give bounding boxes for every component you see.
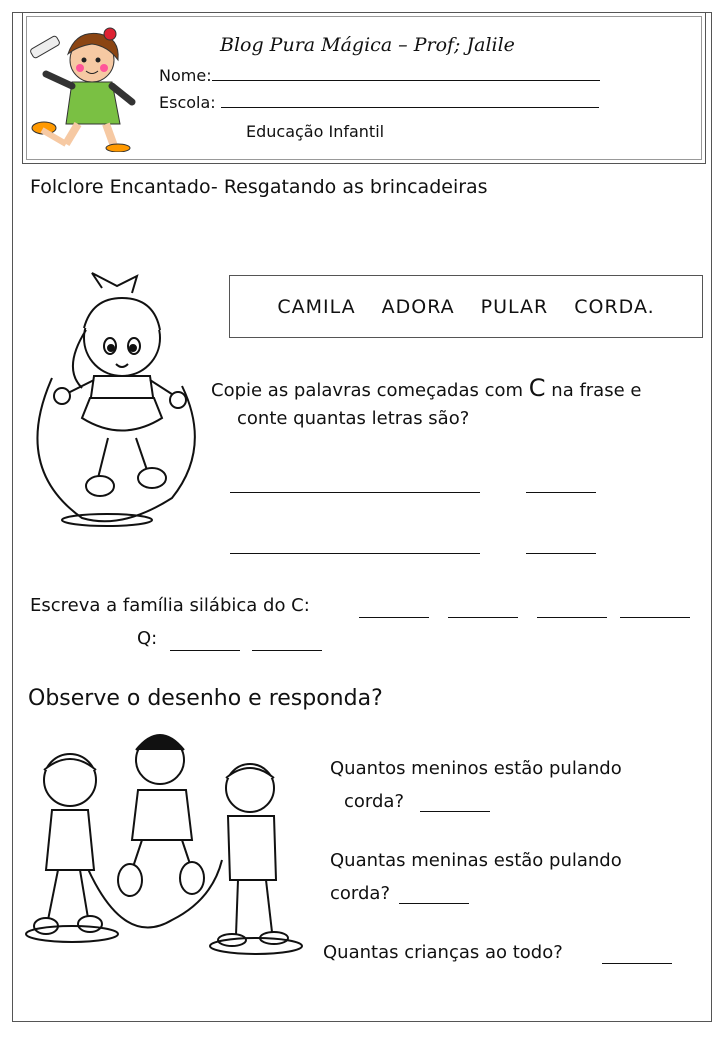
girls-answer-line[interactable] bbox=[399, 903, 469, 904]
word-answer-line[interactable] bbox=[230, 492, 480, 493]
sentence-word: CORDA. bbox=[574, 295, 655, 318]
worksheet-title: Folclore Encantado- Resgatando as brincadeiras bbox=[30, 176, 488, 198]
exercise2-label: Escreva a família silábica do C: bbox=[30, 595, 310, 616]
question-boys-line1: Quantos meninos estão pulando bbox=[330, 758, 622, 779]
girl-with-diploma-icon bbox=[28, 24, 140, 152]
count-answer-line[interactable] bbox=[526, 492, 596, 493]
exercise1-text: Copie as palavras começadas com bbox=[211, 380, 524, 401]
question-boys-line2: corda? bbox=[344, 791, 405, 812]
exercise1-text-after: na frase e bbox=[551, 380, 642, 401]
exercise1-line2: conte quantas letras são? bbox=[237, 408, 470, 429]
school-row bbox=[159, 93, 599, 112]
syllable-answer-line[interactable] bbox=[448, 617, 518, 618]
blog-title: Blog Pura Mágica – Prof; Jalile bbox=[220, 34, 515, 56]
exercise3-title: Observe o desenho e responda? bbox=[28, 686, 383, 711]
word-answer-line[interactable] bbox=[230, 553, 480, 554]
total-answer-line[interactable] bbox=[602, 963, 672, 964]
syllable-answer-line[interactable] bbox=[620, 617, 690, 618]
boys-answer-line[interactable] bbox=[420, 811, 490, 812]
count-answer-line[interactable] bbox=[526, 553, 596, 554]
q-label: Q: bbox=[137, 628, 158, 649]
syllable-answer-line[interactable] bbox=[537, 617, 607, 618]
syllable-answer-line[interactable] bbox=[252, 650, 322, 651]
school-label: Escola: bbox=[159, 93, 216, 112]
kids-jumping-rope-icon bbox=[22, 720, 312, 960]
name-row bbox=[159, 66, 600, 85]
sentence-word: CAMILA bbox=[277, 295, 356, 318]
question-girls-line1: Quantas meninas estão pulando bbox=[330, 850, 622, 871]
sentence-word: PULAR bbox=[480, 295, 549, 318]
exercise1-line1 bbox=[211, 374, 641, 402]
highlight-letter: C bbox=[528, 374, 546, 402]
syllable-answer-line[interactable] bbox=[359, 617, 429, 618]
question-girls-line2: corda? bbox=[330, 883, 391, 904]
level-text: Educação Infantil bbox=[246, 122, 385, 141]
sentence-box bbox=[229, 275, 703, 338]
question-total: Quantas crianças ao todo? bbox=[323, 942, 563, 963]
syllable-answer-line[interactable] bbox=[170, 650, 240, 651]
name-label: Nome: bbox=[159, 66, 212, 85]
name-field[interactable] bbox=[212, 80, 600, 81]
sentence-word: ADORA bbox=[381, 295, 455, 318]
girl-jumping-rope-icon bbox=[22, 268, 207, 538]
school-field[interactable] bbox=[221, 107, 599, 108]
